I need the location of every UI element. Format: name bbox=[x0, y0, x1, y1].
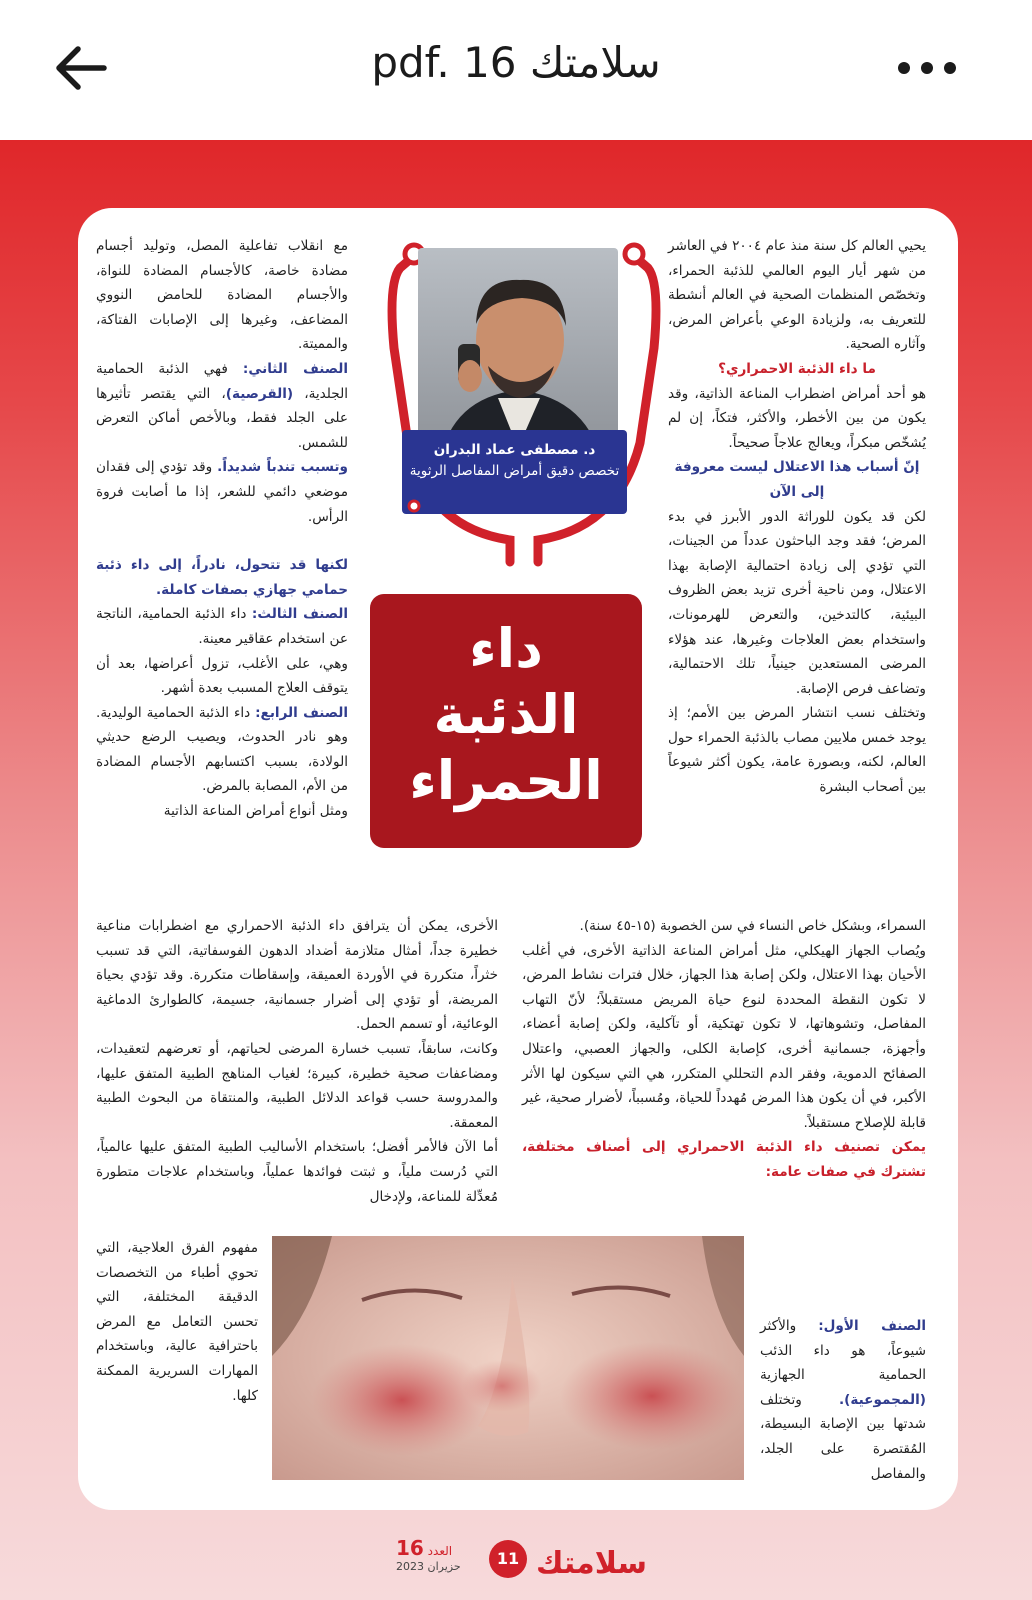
issue-info bbox=[396, 1536, 461, 1573]
paragraph: وتختلف نسب انتشار المرض بين الأمم؛ إذ يوجد خمس ملايين مصاب بالذئبة الحمراء حول العالم، لكنه، وبصورة عامة، يكون أكثر شيوعاً بين أصحاب البشرة bbox=[668, 705, 926, 796]
author-caption bbox=[402, 430, 627, 514]
article-column-middle-right bbox=[522, 914, 926, 1185]
article-column-left bbox=[96, 234, 348, 824]
paragraph: أما الآن فالأمر أفضل؛ باستخدام الأساليب الطبية المتفق عليها عالمياً، التي دُرست ملياً، و ثبتت فوائدها عملياً، وباستخدام علاجات متطورة مُعدِّلة للمناعة، ولإدخال bbox=[96, 1139, 498, 1205]
issue-number: 16 bbox=[396, 1536, 424, 1560]
highlight-text: لكنها قد تتحول، نادراً، إلى داء ذئبة حمامي جهازي بصفات كاملة. bbox=[96, 557, 348, 598]
dot-icon bbox=[406, 498, 422, 514]
paragraph: وهي، على الأغلب، تزول أعراضها، بعد أن يتوقف العلاج المسبب بعدة أشهر. bbox=[96, 655, 348, 697]
article-column-bottom-left bbox=[96, 1236, 258, 1408]
paragraph: ويُصاب الجهاز الهيكلي، مثل أمراض المناعة الذاتية الأخرى، في أغلب الأحيان بهذا الاعتلال، ولكن إصابة هذا الجهاز، خلال فترات نشاط المرض، لا تكون النقطة المحددة لنوع حياة المريض مستقبلاً؛ لأنّ التهاب المفاصل، وتشوهاتها، لا تكون تهتكية، أو تآكلية، ولكن إصابة أعضاء، وأجهزة، جسمانية أخرى، كإصابة الكلى، والجهاز العصبي، واعتلال الصفائح الدموية، وفقر الدم التحللي المتكرر، هي التي سيكون لها الأثر الأكبر، في أن يكون هذا المرض مُهدداً للحياة، ومُسبباً، لأضرار صحية، غير قابلة للإصلاح مستقبلاً. bbox=[522, 942, 926, 1131]
issue-date: حزيران 2023 bbox=[396, 1560, 461, 1573]
article-column-bottom-right bbox=[760, 1314, 926, 1486]
paragraph: لكن قد يكون للوراثة الدور الأبرز في بدء المرض؛ فقد وجد الباحثون عدداً من الجينات، التي تؤدي إلى زيادة احتمالية الإصابة بهذا الاعتلال، ومن ناحية أخرى تزيد بعض الظروف البيئية، كالتدخين، والتعرض للهرمونات، واستخدام بعض العلاجات وغيرها، عند هؤلاء المرضى المستعدين جينياً، تلك الاحتمالية، وتضاعف فرص الإصابة. bbox=[668, 508, 926, 697]
paragraph: مفهوم الفرق العلاجية، التي تحوي أطباء من التخصصات الدقيقة المختلفة، التي تحسن التعامل مع المرض باحترافية عالية، وباستخدام المهارات السريرية الممكنة كلها. bbox=[96, 1240, 258, 1404]
page-footer bbox=[0, 1510, 1032, 1600]
page-number: 11 bbox=[489, 1540, 527, 1578]
category-label: الصنف الثاني: bbox=[242, 360, 348, 377]
article-title bbox=[370, 594, 642, 848]
article-column-wide-left bbox=[96, 914, 498, 1209]
paragraph: السمراء، وبشكل خاص النساء في سن الخصوبة (١٥-٤٥ سنة). bbox=[579, 918, 926, 934]
author-specialty: تخصص دقيق أمراض المفاصل الرثوية bbox=[409, 463, 620, 479]
brand-logo: سلامتك bbox=[536, 1546, 648, 1581]
paragraph: فهي الذئبة الحمامية الجلدية، bbox=[96, 360, 348, 402]
rash-face-photo bbox=[272, 1236, 744, 1480]
paragraph: ، التي يقتصر تأثيرها على الجلد فقط، وبالأخص أماكن التعرض للشمس. bbox=[96, 385, 348, 451]
paragraph: وقد تؤدي إلى فقدان موضعي دائمي للشعر، إذا ما أصابت فروة الرأس. bbox=[96, 459, 348, 525]
magazine-page[interactable] bbox=[0, 140, 1032, 1600]
paragraph: والأكثر شيوعاً، هو داء الذئب الحمامية الجهازية bbox=[760, 1318, 926, 1384]
section-heading: إنّ أسباب هذا الاعتلال ليست معروفة إلى الآن bbox=[674, 459, 920, 500]
document-title: pdf. 16 سلامتك bbox=[371, 38, 661, 87]
paragraph: الأخرى، يمكن أن يترافق داء الذئبة الاحمراري مع اضطرابات مناعية خطيرة جداً، أمثال متلازمة أضداد الدهون الفوسفاتية، التي قد تسبب خثراً، متكررة في الأوردة العميقة، وإسقاطات متكررة. وقد تؤدي بحياة المريضة، أو تؤدي إلى أضرار جسمانية، جسيمة، كالطوارئ الدماغية الوعائية، أو تسمم الحمل. bbox=[96, 918, 498, 1033]
paragraph: وتختلف شدتها بين الإصابة البسيطة، المُقتصرة على الجلد، والمفاصل bbox=[760, 1391, 926, 1482]
title-line: داء bbox=[469, 617, 543, 680]
paragraph: ومثل أنواع أمراض المناعة الذاتية bbox=[163, 803, 348, 820]
highlight-text: وتسبب تندباً شديداً. bbox=[217, 459, 348, 476]
section-heading: يمكن تصنيف داء الذئبة الاحمراري إلى أصناف مختلفة، تشترك في صفات عامة: bbox=[522, 1139, 926, 1180]
category-label: الصنف الثالث: bbox=[251, 606, 348, 623]
paragraph: مع انقلاب تفاعلية المصل، وتوليد أجسام مضادة خاصة، كالأجسام المضادة للنواة، والأجسام المضادة للحامض النووي المضاعف، وغيرها إلى الإصابات الفتاكة، والمميتة. bbox=[96, 238, 348, 353]
author-name: د. مصطفى عماد البدران bbox=[433, 442, 596, 458]
category-label: (المجموعية). bbox=[839, 1391, 926, 1408]
intro-paragraph: يحيي العالم كل سنة منذ عام ٢٠٠٤ في العاشر من شهر أيار اليوم العالمي للذئبة الحمراء، وتخصّص المنظمات الصحية في العالم أنشطة للتعريف به، ولزيادة الوعي بأعراض المرض، وآثاره الصحية. bbox=[668, 238, 926, 353]
paragraph: داء الذئبة الحمامية، الناتجة عن استخدام عقاقير معينة. bbox=[96, 606, 348, 647]
category-label: (القرصية) bbox=[225, 385, 294, 402]
paragraph: هو أحد أمراض اضطراب المناعة الذاتية، وقد يكون من بين الأخطر، والأكثر، فتكاً، إن لم يُشخّص مبكراً، ويعالج علاجاً صحيحاً. bbox=[668, 385, 926, 451]
paragraph: داء الذئبة الحمامية الوليدية. وهو نادر الحدوث، ويصيب الرضع حديثي الولادة، بسبب اكتسابهم الأجسام المضادة من الأم، المصابة بالمرض. bbox=[96, 704, 348, 795]
title-line: الذئبة bbox=[433, 683, 579, 746]
title-line: الحمراء bbox=[409, 749, 603, 812]
app-bar bbox=[0, 0, 1032, 140]
section-heading: ما داء الذئبة الاحمراري؟ bbox=[718, 360, 876, 377]
category-label: الصنف الرابع: bbox=[255, 704, 348, 721]
article-card bbox=[78, 208, 958, 1510]
article-column-right bbox=[668, 234, 926, 800]
more-horizontal-icon[interactable] bbox=[892, 50, 962, 86]
category-label: الصنف الأول: bbox=[818, 1318, 926, 1334]
paragraph: وكانت، سابقاً، تسبب خسارة المرضى لحياتهم، أو تعرضهم لتعقيدات، ومضاعفات صحية خطيرة، كبيرة؛ لغياب المناهج الطبية المتفق عليها، والمدروسة حسب قواعد الدلائل الطبية، والمنتقاة من البحوث الطبية المعمقة. bbox=[96, 1040, 498, 1131]
issue-label: العدد bbox=[427, 1544, 453, 1558]
